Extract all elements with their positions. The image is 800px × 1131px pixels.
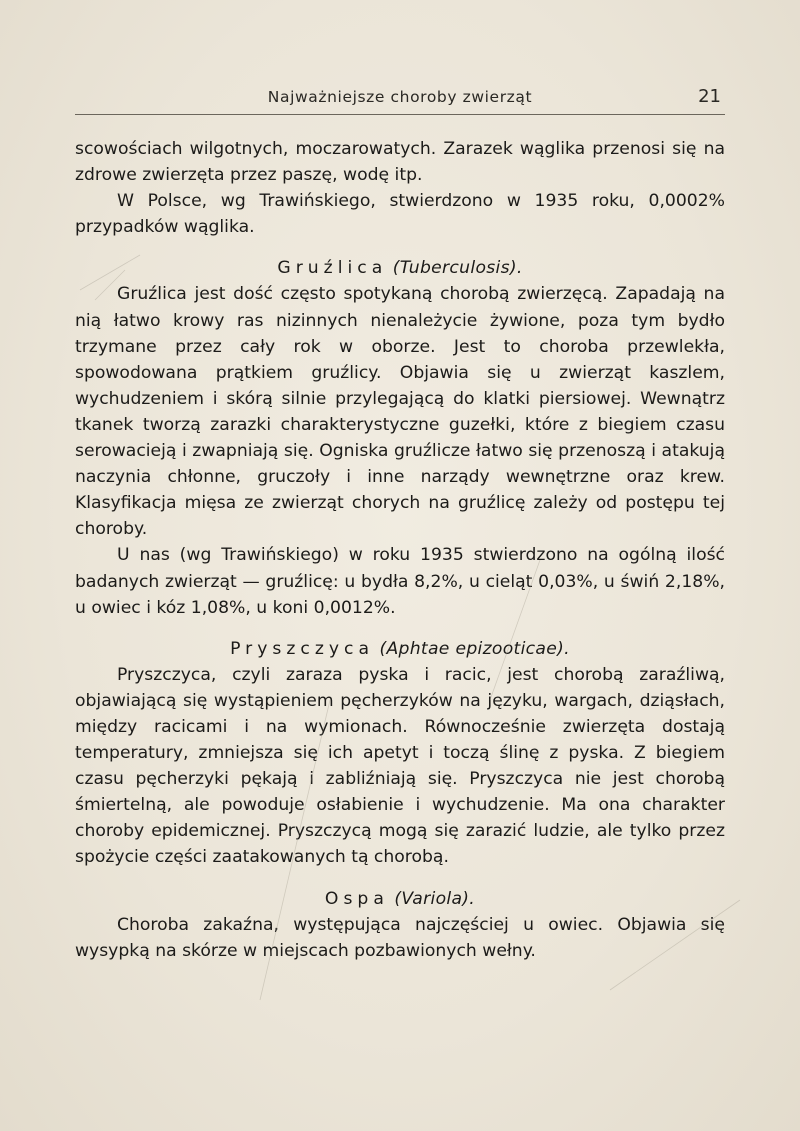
section-latin-name: (Variola). (394, 888, 476, 909)
page-number: 21 (698, 86, 721, 107)
paragraph-tuberculosis-description: Gruźlica jest dość często spotykaną chorobą zwierzęcą. Zapadają na nią łatwo krowy ras nizinnych nienależycie żywione, poza tym bydło trzymane przez cały rok w oborze. Jest to choroba przewlekła, spowodowana prątkiem gruźlicy. Objawia się u zwierząt kaszlem, wychudzeniem i skórą silnie przylegającą do klatki piersiowej. Wewnątrz tkanek tworzą zarazki charakterystyczne guzełki, które z biegiem czasu serowacieją i zwapniają się. Ogniska gruźlicze łatwo się przenoszą i atakują naczynia chłonne, gruczoły i inne narządy wewnętrzne oraz krew. Klasyfikacja mięsa ze zwierząt chorych na gruźlicę zależy od postępu tej choroby. (75, 284, 725, 540)
paragraph-continued: scowościach wilgotnych, moczarowatych. Zarazek wąglika przenosi się na zdrowe zwierzęta przez paszę, wodę itp. (75, 139, 725, 186)
paragraph-foot-and-mouth-description: Pryszczyca, czyli zaraza pyska i racic, jest chorobą zaraźliwą, objawiającą się wystąpieniem pęcherzyków na języku, wargach, dziąsłach, między racicami i na wymionach. Równocześnie zwierzęta dostają temperatury, zmniejsza się ich apetyt i toczą ślinę z pyska. Z biegiem czasu pęcherzyki pękają i zabliźniają się. Pryszczyca nie jest chorobą śmiertelną, ale powoduje osłabienie i wychudzenie. Ma ona charakter choroby epidemicznej. Pryszczycą mogą się zarazić ludzie, ale tylko przez spożycie części zaatakowanych tą chorobą. (75, 664, 725, 868)
body-text (75, 136, 725, 964)
running-header (75, 86, 725, 115)
paragraph-tuberculosis-statistics: U nas (wg Trawińskiego) w roku 1935 stwierdzono na ogólną ilość badanych zwierząt — gruźlicę: u bydła 8,2%, u cieląt 0,03%, u świń 2,18%, u owiec i kóz 1,08%, u koni 0,0012%. (75, 545, 725, 618)
section-heading-foot-and-mouth (75, 636, 725, 662)
section-title: Ospa (324, 888, 389, 909)
section-latin-name: (Tuberculosis). (392, 258, 523, 279)
section-latin-name: (Aphtae epizooticae). (379, 638, 570, 659)
running-title: Najważniejsze choroby zwierząt (267, 88, 533, 106)
section-heading-tuberculosis (75, 255, 725, 281)
section-title: Gruźlica (277, 258, 388, 279)
section-heading-pox (75, 886, 725, 912)
paragraph-pox-description: Choroba zakaźna, występująca najczęściej u owiec. Objawia się wysypką na skórze w miejscach pozbawionych wełny. (75, 914, 725, 961)
section-title: Pryszczyca (230, 638, 374, 659)
paragraph-anthrax-statistics: W Polsce, wg Trawińskiego, stwierdzono w 1935 roku, 0,0002% przypadków wąglika. (75, 191, 725, 238)
